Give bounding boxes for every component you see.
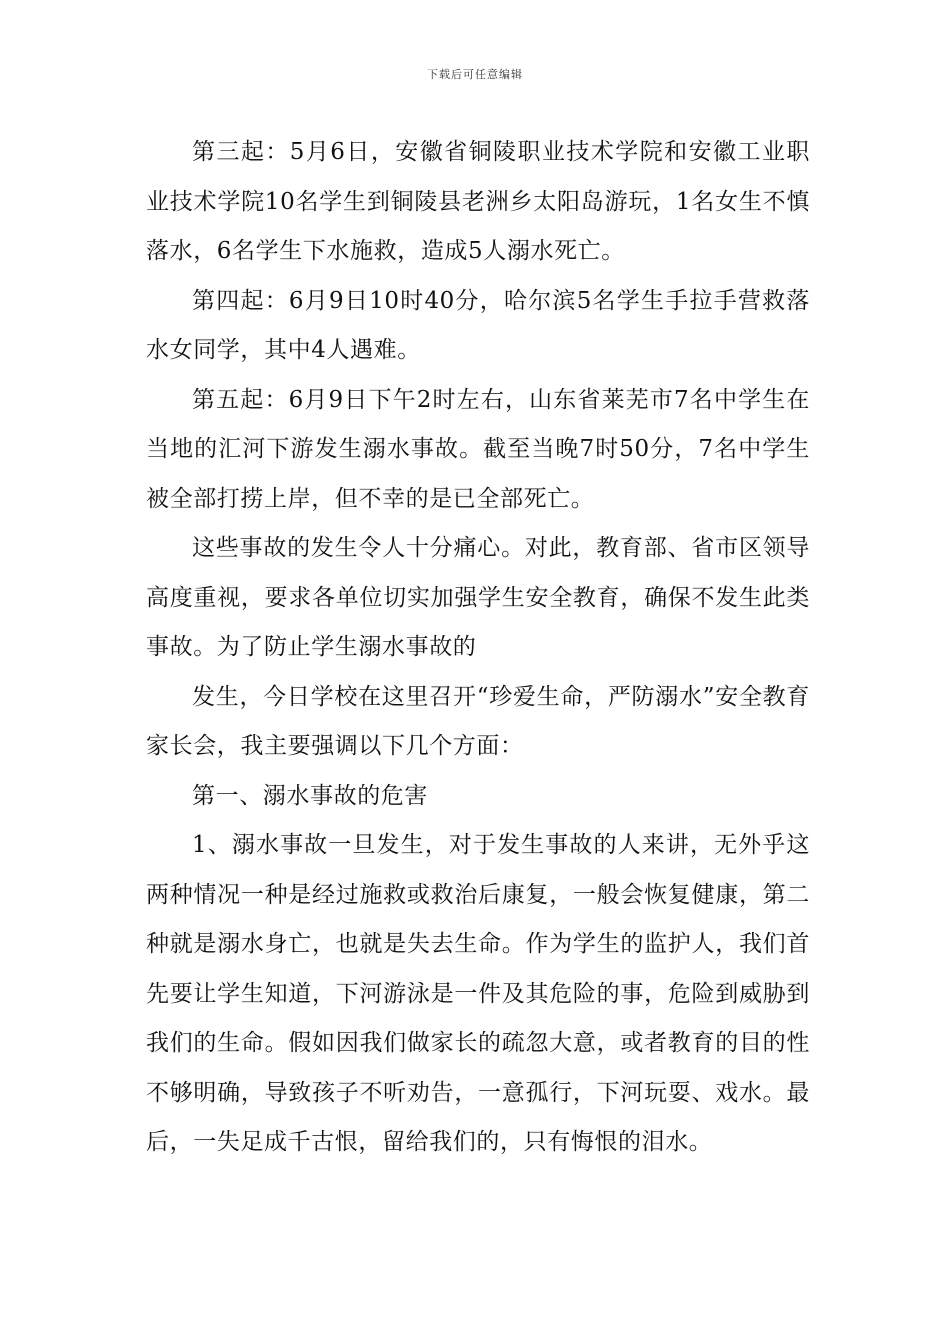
paragraph-incident-3: 第三起：5月6日，安徽省铜陵职业技术学院和安徽工业职业技术学院10名学生到铜陵县老洲乡太阳岛游玩，1名女生不慎落水，6名学生下水施救，造成5人溺水死亡。 [146,139,810,264]
page-header-note: 下载后可任意编辑 [427,68,523,81]
paragraph-point-1: 1、溺水事故一旦发生，对于发生事故的人来讲，无外乎这两种情况一种是经过施救或救治后康复，一般会恢复健康，第二种就是溺水身亡，也就是失去生命。作为学生的监护人，我们首先要让学生知道，下河游泳是一件及其危险的事，危险到威胁到我们的生命。假如因我们做家长的疏忽大意，或者教育的目的性不够明确，导致孩子不听劝告，一意孤行，下河玩耍、戏水。最后，一失足成千古恨，留给我们的，只有悔恨的泪水。 [146,832,810,1155]
paragraph-leadership-response: 这些事故的发生令人十分痛心。对此，教育部、省市区领导高度重视，要求各单位切实加强学生安全教育，确保不发生此类事故。为了防止学生溺水事故的 [146,535,810,660]
paragraph-incident-5: 第五起：6月9日下午2时左右，山东省莱芜市7名中学生在当地的汇河下游发生溺水事故。截至当晚7时50分，7名中学生被全部打捞上岸，但不幸的是已全部死亡。 [146,386,810,512]
paragraph-meeting-purpose: 发生，今日学校在这里召开“珍爱生命，严防溺水”安全教育家长会，我主要强调以下几个方面： [146,683,810,759]
document-body [146,128,810,1168]
paragraph-incident-4: 第四起：6月9日10时40分，哈尔滨5名学生手拉手营救落水女同学，其中4人遇难。 [146,287,810,363]
section-heading-drowning-harm: 第一、溺水事故的危害 [192,782,428,809]
